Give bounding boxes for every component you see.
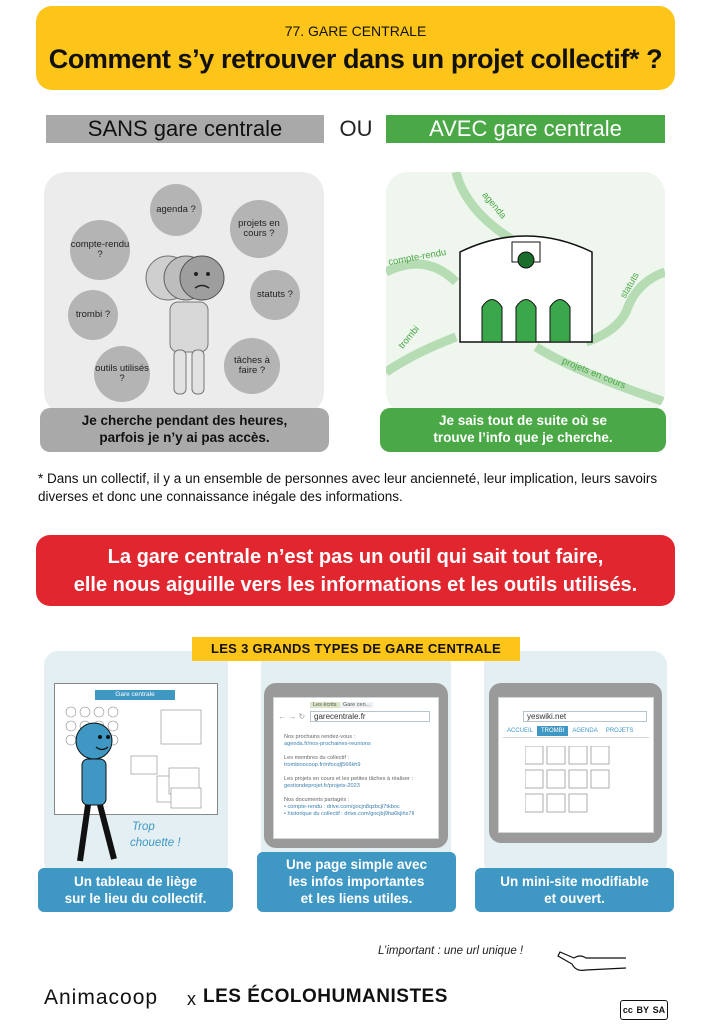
route-agenda: agenda	[479, 189, 509, 222]
sans-label: SANS gare centrale	[46, 115, 324, 143]
address-bar[interactable]: garecentrale.fr	[310, 711, 430, 722]
confused-person-icon	[140, 252, 230, 402]
page-title: Comment s’y retrouver dans un projet collectif* ?	[48, 44, 663, 74]
site-nav-trombi[interactable]: TROMBI	[537, 726, 568, 736]
footnote: * Dans un collectif, il y a un ensemble de personnes avec leur ancienneté, leur implication, leurs savoirs diverses et donc une connaissance inégale des informations.	[38, 471, 658, 504]
logo-separator: x	[187, 989, 196, 1009]
type-card-board	[44, 651, 228, 876]
nav-arrows-icon: ← → ↻	[278, 712, 306, 721]
title-banner	[36, 6, 675, 90]
type-caption-page: Une page simple avec les infos importantes et les liens utiles.	[257, 852, 456, 912]
without-caption: Je cherche pendant des heures, parfois je n’y ai pas accès.	[40, 408, 329, 452]
site-nav-projets[interactable]: PROJETS	[605, 728, 634, 734]
board-title: Gare centrale	[95, 690, 175, 700]
web-page-screen	[273, 697, 439, 839]
page-subtitle: 77. GARE CENTRALE	[284, 23, 427, 39]
without-illustration	[44, 172, 324, 414]
board-note-1: Trop	[132, 821, 155, 833]
animacoop-logo: Animacoop	[44, 986, 159, 1009]
route-trombi: trombi	[396, 323, 422, 352]
important-note: L’important : une url unique !	[378, 945, 524, 957]
with-illustration	[386, 172, 665, 414]
bubble-statutes: statuts ?	[250, 270, 300, 320]
browser-tab-active: Gare cen...	[340, 702, 373, 708]
cc-license-badge: cc BY SA	[620, 1000, 668, 1020]
type-card-site	[484, 651, 667, 876]
bubble-report: compte-rendu ?	[70, 220, 130, 280]
page-links: Nos prochains rendez-vous : agenda.fr/nos-prochaines-reunions Les membres du collectif : trombinocoop.fr/mfocqlj566kh9 Les projets en cours et les petites tâches à réaliser : gestiondeprojet.fr/projets-2023 Nos documents partagés : • compte-rendu : drive.com/gocjn8qzbcjl7tkboc • historique du collectif : drive.com/gocjbj9ha6kjihs7ll	[284, 734, 415, 817]
type-caption-board: Un tableau de liège sur le lieu du collectif.	[38, 868, 233, 912]
site-address-bar[interactable]: yeswiki.net	[523, 711, 647, 722]
route-compte-rendu: compte-rendu	[387, 246, 448, 269]
site-nav-agenda[interactable]: AGENDA	[572, 728, 598, 734]
bubble-agenda: agenda ?	[150, 184, 202, 236]
bubble-tasks: tâches à faire ?	[224, 338, 280, 394]
board-note-2: chouette !	[130, 837, 181, 849]
bubble-projects: projets en cours ?	[230, 200, 288, 258]
type-card-page	[261, 651, 451, 876]
browser-tab: Les écrits	[310, 702, 340, 708]
type-caption-site: Un mini-site modifiable et ouvert.	[475, 868, 674, 912]
route-statuts: statuts	[618, 270, 642, 301]
with-caption: Je sais tout de suite où se trouve l’info que je cherche.	[380, 408, 666, 452]
avec-label: AVEC gare centrale	[386, 115, 665, 143]
route-projets: projets en cours	[560, 355, 628, 392]
mini-site-screen	[498, 697, 654, 833]
site-nav	[503, 726, 649, 738]
member-portraits-icon	[525, 746, 629, 826]
bubble-tools: outils utilisés ?	[94, 346, 150, 402]
types-heading: LES 3 GRANDS TYPES DE GARE CENTRALE	[192, 637, 520, 661]
key-message-banner: La gare centrale n’est pas un outil qui sait tout faire, elle nous aiguille vers les informations et les outils utilisés.	[36, 535, 675, 606]
ecolohumanistes-logo: LES ÉCOLOHUMANISTES	[203, 986, 448, 1007]
or-label: OU	[339, 116, 373, 141]
site-nav-accueil[interactable]: ACCUEIL	[507, 728, 534, 734]
pointing-hand-icon	[556, 940, 628, 974]
bubble-trombi: trombi ?	[68, 290, 118, 340]
